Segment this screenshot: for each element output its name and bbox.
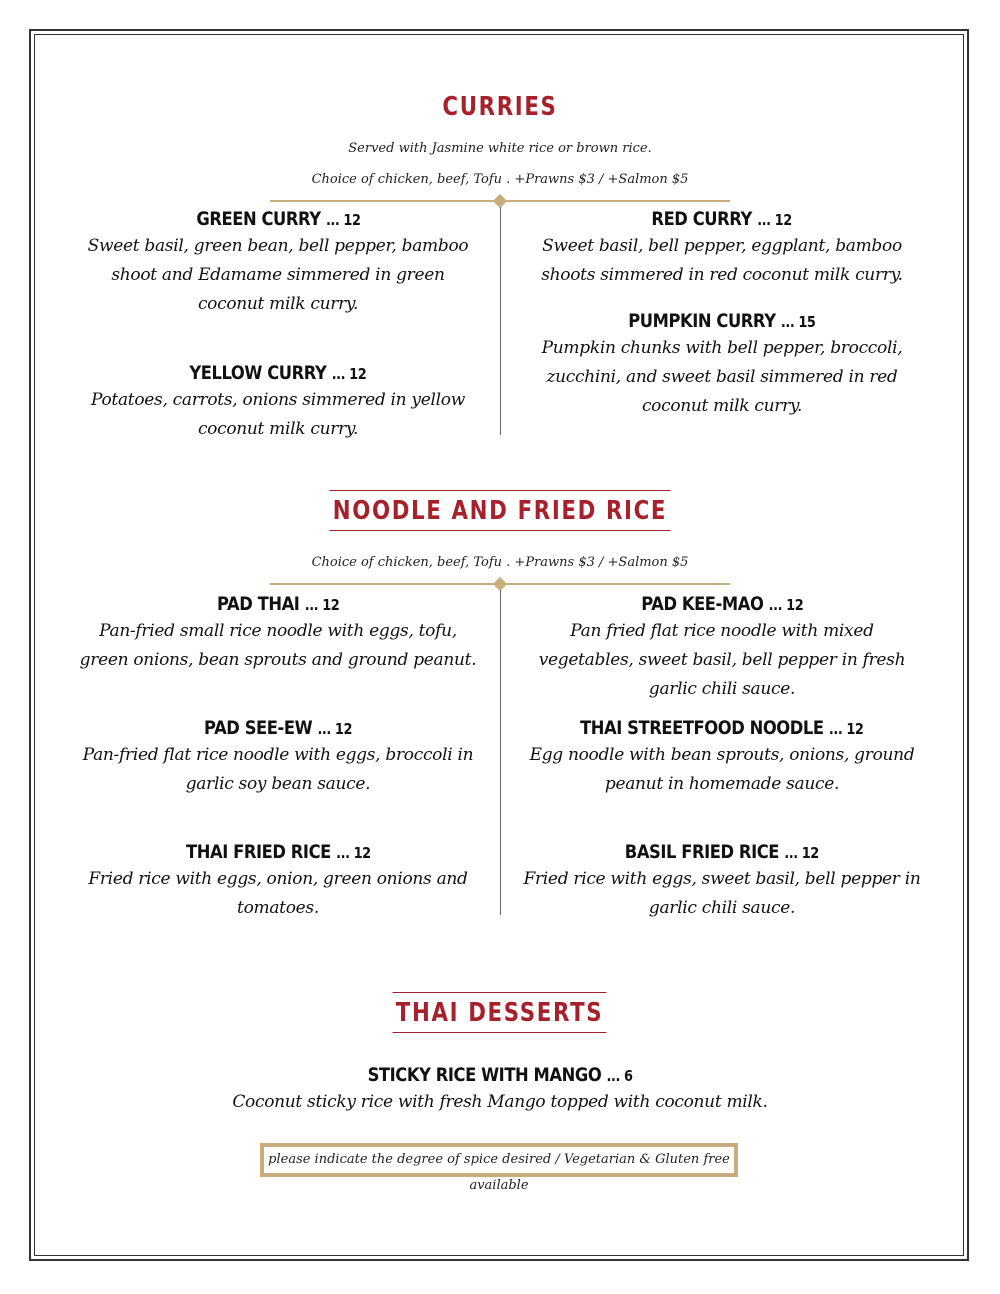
item-description: Sweet basil, bell pepper, eggplant, bamboo shoots simmered in red coconut milk curry. — [541, 236, 903, 285]
spice-note-box: please indicate the degree of spice desired / Vegetarian & Gluten free available — [260, 1143, 738, 1177]
item-name: YELLOW CURRY ... 12 — [189, 362, 367, 384]
item-description: Egg noodle with bean sprouts, onions, ground peanut in homemade sauce. — [529, 745, 915, 794]
item-name: STICKY RICE WITH MANGO ... 6 — [367, 1064, 633, 1086]
item-name: RED CURRY ... 12 — [651, 208, 793, 230]
menu-item-pad-see-ew — [78, 716, 478, 799]
item-name: PAD THAI ... 12 — [216, 593, 340, 615]
noodles-column-separator — [500, 590, 501, 915]
item-description: Pan-fried flat rice noodle with eggs, broccoli in garlic soy bean sauce. — [82, 745, 474, 794]
curries-column-separator — [500, 207, 501, 435]
item-description: Potatoes, carrots, onions simmered in yellow coconut milk curry. — [91, 390, 465, 439]
desserts-title: THAI DESSERTS — [393, 992, 607, 1033]
item-description: Pumpkin chunks with bell pepper, broccoli, zucchini, and sweet basil simmered in red coconut milk curry. — [541, 338, 903, 416]
noodles-title-box — [0, 490, 1000, 531]
menu-item-green-curry — [78, 207, 478, 319]
item-description: Fried rice with eggs, onion, green onions and tomatoes. — [88, 869, 468, 918]
item-description: Fried rice with eggs, sweet basil, bell pepper in garlic chili sauce. — [523, 869, 921, 918]
menu-item-basil-fried-rice — [522, 840, 922, 923]
curries-note-rice: Served with Jasmine white rice or brown rice. — [348, 141, 652, 156]
desserts-title-box — [0, 992, 1000, 1033]
item-description: Coconut sticky rice with fresh Mango topped with coconut milk. — [232, 1092, 768, 1112]
item-name: THAI STREETFOOD NOODLE ... 12 — [580, 717, 864, 739]
item-name: PUMPKIN CURRY ... 15 — [628, 310, 816, 332]
item-name: PAD SEE-EW ... 12 — [203, 717, 352, 739]
menu-item-red-curry — [522, 207, 922, 290]
menu-item-sticky-rice-mango — [200, 1063, 800, 1117]
item-description: Pan-fried small rice noodle with eggs, tofu, green onions, bean sprouts and ground peanut. — [79, 621, 477, 670]
curries-title: CURRIES — [442, 92, 558, 122]
item-description: Sweet basil, green bean, bell pepper, bamboo shoot and Edamame simmered in green coconut milk curry. — [87, 236, 469, 314]
item-name: PAD KEE-MAO ... 12 — [640, 593, 804, 615]
menu-item-pumpkin-curry — [522, 309, 922, 421]
item-name: THAI FRIED RICE ... 12 — [185, 841, 371, 863]
item-description: Pan fried flat rice noodle with mixed vegetables, sweet basil, bell pepper in fresh garlic chili sauce. — [538, 621, 906, 699]
noodles-note-protein: Choice of chicken, beef, Tofu . +Prawns $3 / +Salmon $5 — [311, 555, 689, 570]
menu-item-yellow-curry — [78, 361, 478, 444]
menu-item-thai-fried-rice — [78, 840, 478, 923]
menu-item-pad-thai — [78, 592, 478, 675]
curries-note-protein: Choice of chicken, beef, Tofu . +Prawns $3 / +Salmon $5 — [311, 172, 689, 187]
item-name: GREEN CURRY ... 12 — [195, 208, 361, 230]
item-name: BASIL FRIED RICE ... 12 — [624, 841, 820, 863]
menu-item-thai-streetfood-noodle — [522, 716, 922, 799]
noodles-title: NOODLE AND FRIED RICE — [330, 490, 671, 531]
menu-item-pad-kee-mao — [522, 592, 922, 704]
